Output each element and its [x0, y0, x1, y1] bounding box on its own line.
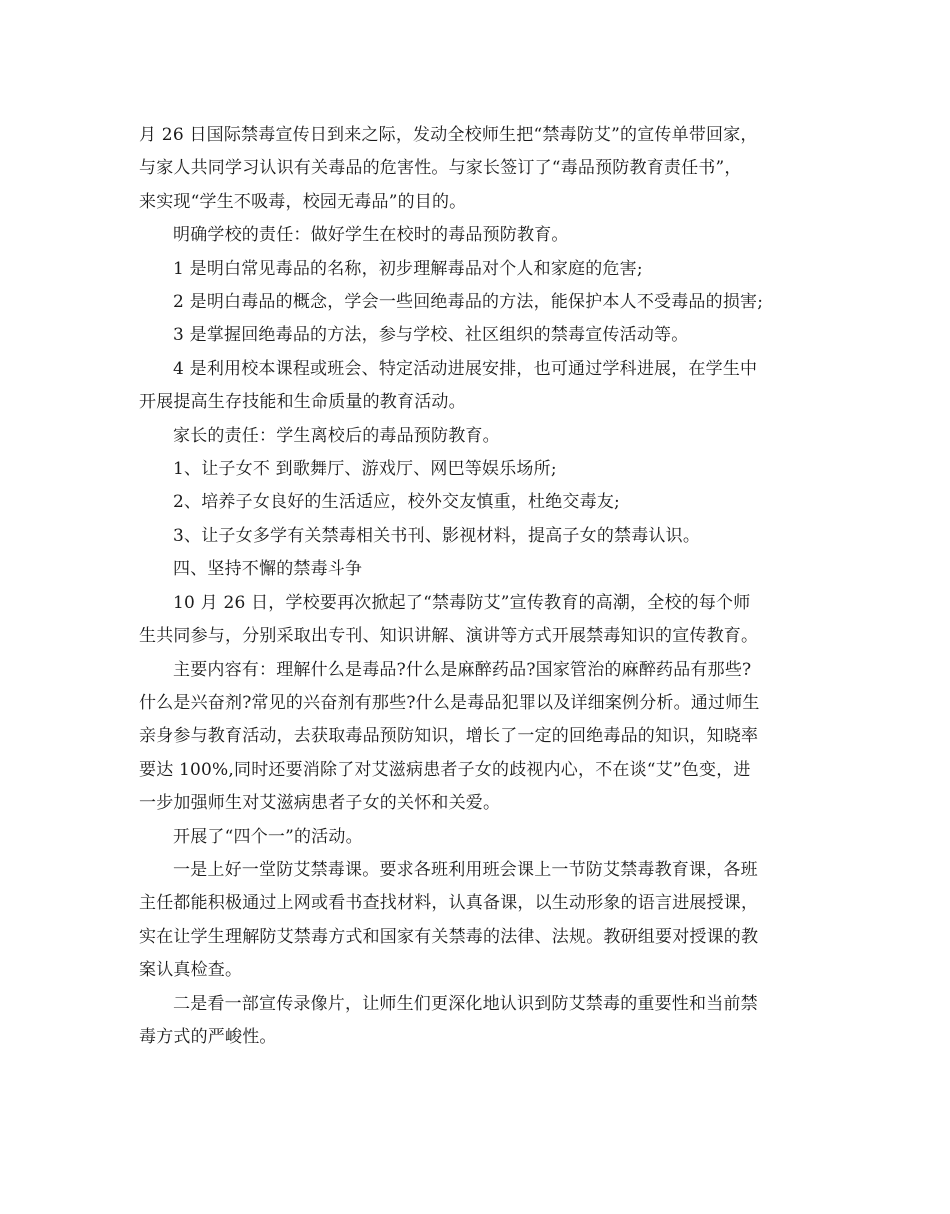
text-line: 来实现“学生不吸毒，校园无毒品”的目的。 [139, 191, 467, 212]
paragraph [139, 253, 819, 286]
text-line: 与家人共同学习认识有关毒品的危害性。与家长签订了“毒品预防教育责任书”， [139, 158, 742, 179]
document-body [139, 119, 819, 1054]
paragraph [139, 319, 819, 352]
text-line: 明确学校的责任：做好学生在校时的毒品预防教育。 [173, 225, 569, 246]
text-line: 4 是利用校本课程或班会、特定活动进展安排，也可通过学科进展，在学生中 [173, 358, 758, 379]
text-line: 主要内容有：理解什么是毒品?什么是麻醉药品?国家管治的麻醉药品有那些? [173, 659, 752, 680]
text-line: 10 月 26 日，学校要再次掀起了“禁毒防艾”宣传教育的高潮，全校的每个师 [173, 592, 751, 613]
paragraph [139, 854, 819, 988]
text-line: 案认真检查。 [139, 960, 243, 981]
text-line: 什么是兴奋剂?常见的兴奋剂有那些?什么是毒品犯罪以及详细案例分析。通过师生 [139, 692, 760, 713]
paragraph [139, 821, 819, 854]
text-line: 一是上好一堂防艾禁毒课。要求各班利用班会课上一节防艾禁毒教育课，各班 [173, 859, 758, 880]
text-line: 2、培养子女良好的生活适应，校外交友慎重，杜绝交毒友; [173, 492, 620, 513]
text-line: 1、让子女不 到歌舞厅、游戏厅、网巴等娱乐场所; [173, 459, 557, 480]
text-line: 四、坚持不懈的禁毒斗争 [173, 559, 363, 580]
paragraph [139, 587, 819, 654]
paragraph [139, 988, 819, 1055]
paragraph [139, 286, 819, 319]
paragraph [139, 453, 819, 486]
paragraph [139, 119, 819, 219]
text-line: 要达 100%,同时还要消除了对艾滋病患者子女的歧视内心，不在谈“艾”色变，进 [139, 759, 751, 780]
text-line: 开展了“四个一”的活动。 [173, 826, 363, 847]
text-line: 开展提高生存技能和生命质量的教育活动。 [139, 392, 466, 413]
text-line: 亲身参与教育活动，去获取毒品预防知识，增长了一定的回绝毒品的知识，知晓率 [139, 726, 759, 747]
text-line: 一步加强师生对艾滋病患者子女的关怀和关爱。 [139, 793, 501, 814]
paragraph [139, 520, 819, 553]
paragraph [139, 353, 819, 420]
text-line: 3、让子女多学有关禁毒相关书刊、影视材料，提高子女的禁毒认识。 [173, 525, 701, 546]
text-line: 毒方式的严峻性。 [139, 1026, 277, 1047]
text-line: 家长的责任：学生离校后的毒品预防教育。 [173, 425, 500, 446]
paragraph [139, 486, 819, 519]
text-line: 二是看一部宣传录像片，让师生们更深化地认识到防艾禁毒的重要性和当前禁 [173, 993, 758, 1014]
text-line: 主任都能积极通过上网或看书查找材料，认真备课，以生动形象的语言进展授课， [139, 893, 759, 914]
paragraph [139, 654, 819, 821]
paragraph [139, 553, 819, 586]
text-line: 3 是掌握回绝毒品的方法，参与学校、社区组织的禁毒宣传活动等。 [173, 325, 689, 346]
text-line: 1 是明白常见毒品的名称，初步理解毒品对个人和家庭的危害; [173, 258, 643, 279]
text-line: 实在让学生理解防艾禁毒方式和国家有关禁毒的法律、法规。教研组要对授课的教 [139, 926, 759, 947]
text-line: 2 是明白毒品的概念，学会一些回绝毒品的方法，能保护本人不受毒品的损害; [173, 292, 764, 313]
paragraph [139, 219, 819, 252]
paragraph [139, 420, 819, 453]
text-line: 月 26 日国际禁毒宣传日到来之际，发动全校师生把“禁毒防艾”的宣传单带回家， [139, 125, 758, 145]
text-line: 生共同参与，分别采取出专刊、知识讲解、演讲等方式开展禁毒知识的宣传教育。 [139, 626, 759, 647]
